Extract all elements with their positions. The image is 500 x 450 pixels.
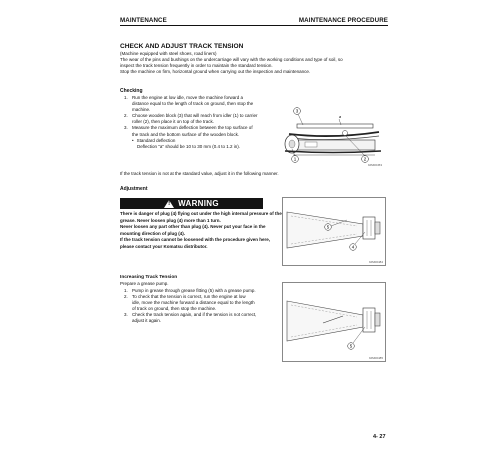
list-item-cont: machine. [132,107,151,113]
grease-fitting-figure [282,282,386,362]
callout-3: 3 [295,108,299,114]
callout-4: 4 [351,244,355,250]
list-item: 3. Measure the maximum deflection between the top surface of [124,125,253,131]
list-item: 2. Choose wooden block (3) that will reach from idler (1) to carrier [124,113,258,119]
intro-line: inspect the track tension frequently in order to maintain the standard tension. [120,62,273,68]
warning-line: please contact your Komatsu distributor. [120,243,208,249]
adjustment-heading: Adjustment [120,186,148,192]
callout-1: 1 [293,156,297,162]
warning-line: mounting direction of plug (4). [120,230,185,236]
figure-code: 9JM00484 [368,260,383,264]
section-title: CHECK AND ADJUST TRACK TENSION [120,43,244,50]
intro-line: (Machine equipped with steel shoes, road liners) [120,50,217,56]
list-item-cont: the track and the bottom surface of the wooden block. [132,131,240,137]
track-diagram-svg [283,104,384,168]
increasing-steps [124,288,256,325]
callout-2: 2 [363,156,367,162]
grease-plug-figure [282,197,386,266]
warning-line: Never loosen any part other than plug (4). Never put your face in the [120,224,266,230]
checking-note: If the track tension is not at the standard value, adjust it in the following manner. [120,171,279,176]
list-item: 3. Check the track tension again, and if the tension is not correct, [124,312,257,318]
list-item-cont: of track on ground, then stop the machine. [132,306,217,312]
callout-5: 5 [349,343,353,349]
callout-a: a [338,114,342,119]
fitting-diagram-svg [283,283,385,361]
list-item-cont: idle, move the machine forward a distance equal to the length [132,300,255,306]
standard-value: Deflection "a" should be 10 to 30 mm (0.4 to 1.2 in). [137,143,241,149]
header-section-title: MAINTENANCE [120,17,167,24]
warning-line: grease. Never loosen plug (4) more than 1 turn. [120,217,221,223]
list-item: 1. Pump in grease through grease fitting (5) with a grease pump. [124,288,256,293]
list-item-cont: adjust it again. [132,318,162,324]
callout-5: 5 [326,224,330,230]
warning-banner [120,198,263,209]
list-item-cont: roller (2), then place it on top of the track. [132,119,215,125]
checking-steps [124,95,258,150]
plug-diagram-svg [283,198,385,265]
page-number: 4- 27 [373,434,386,440]
intro-line: Stop the machine on firm, horizontal ground when carrying out the inspection and maintenance. [120,68,311,74]
track-deflection-figure [283,104,384,168]
warning-icon: ! [164,200,174,208]
intro-line: The wear of the pins and bushings on the undercarriage will vary with the working conditions and type of soil, so [120,56,343,62]
figure-code: 9JM00485 [368,356,383,360]
list-item: 1. Run the engine at low idle, move the machine forward a [124,95,244,100]
warning-line: If the track tension cannot be loosened with the procedure given here, [120,237,271,243]
increasing-prep: Prepare a grease pump. [120,281,169,286]
list-item: 2. To check that the tension is correct, run the engine at low [124,294,246,300]
warning-line: There is danger of plug (4) flying out under the high internal pressure of the [120,211,282,216]
increasing-heading: Increasing Track Tension [120,275,178,280]
header-procedure-title: MAINTENANCE PROCEDURE [298,17,388,24]
intro-text [120,51,343,75]
bullet-item: • Standard deflection [132,137,176,143]
warning-text [120,211,282,251]
warning-title: WARNING [178,199,219,208]
figure-code: 9JM00453 [367,163,382,167]
header-rule [120,25,388,26]
list-item-cont: distance equal to the length of track on ground, then stop the [132,101,254,107]
checking-heading: Checking [120,88,143,94]
